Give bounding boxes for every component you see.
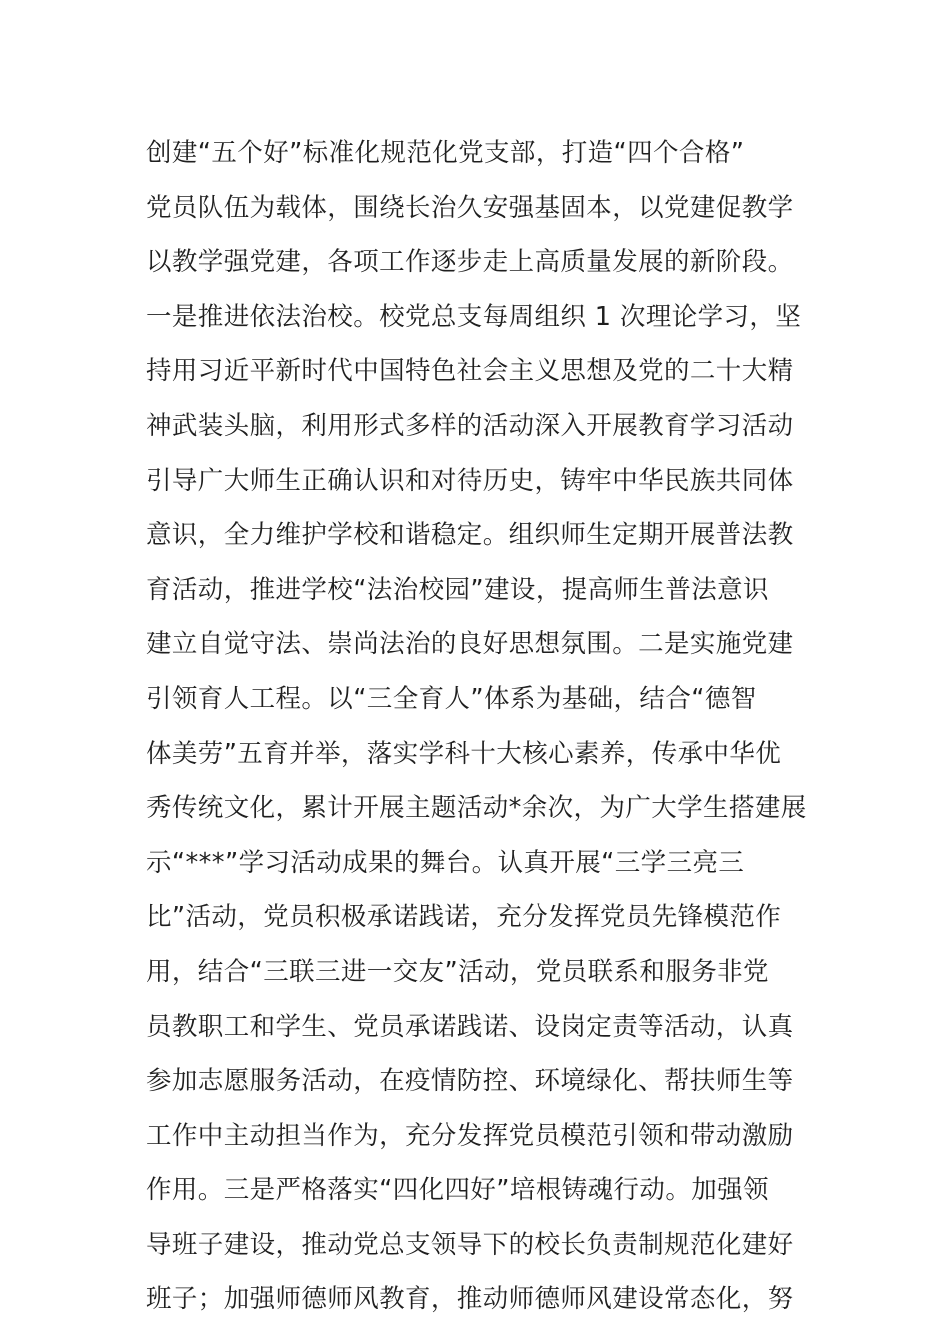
text-line: 党员队伍为载体，围绕长治久安强基固本，以党建促教学 — [146, 192, 794, 223]
text-line: 神武装头脑，利用形式多样的活动深入开展教育学习活动 — [146, 410, 794, 441]
body-text — [146, 126, 816, 1327]
text-line: 建立自觉守法、崇尚法治的良好思想氛围。二是实施党建 — [146, 629, 794, 660]
text-line: 班子；加强师德师风教育，推动师德师风建设常态化，努 — [146, 1284, 794, 1315]
text-line: 持用习近平新时代中国特色社会主义思想及党的二十大精 — [146, 356, 794, 387]
text-line: 意识，全力维护学校和谐稳定。组织师生定期开展普法教 — [146, 520, 794, 551]
text-line: 以教学强党建，各项工作逐步走上高质量发展的新阶段。 — [146, 247, 794, 278]
text-line: 工作中主动担当作为，充分发挥党员模范引领和带动激励 — [146, 1120, 794, 1151]
text-line: 创建“五个好”标准化规范化党支部，打造“四个合格” — [146, 138, 745, 168]
text-line: 比”活动，党员积极承诺践诺，充分发挥党员先锋模范作 — [146, 902, 782, 933]
text-line: 参加志愿服务活动，在疫情防控、环境绿化、帮扶师生等 — [146, 1066, 794, 1097]
text-line: 体美劳”五育并举，落实学科十大核心素养，传承中华优 — [146, 738, 782, 769]
text-line: 作用。三是严格落实“四化四好”培根铸魂行动。加强领 — [146, 1175, 769, 1206]
text-line: 引导广大师生正确认识和对待历史，铸牢中华民族共同体 — [146, 465, 794, 496]
text-line: 用，结合“三联三进一交友”活动，党员联系和服务非党 — [146, 956, 769, 987]
text-line: 育活动，推进学校“法治校园”建设，提高师生普法意识 — [146, 574, 769, 605]
text-line: 引领育人工程。以“三全育人”体系为基础，结合“德智 — [146, 683, 757, 714]
text-line: 员教职工和学生、党员承诺践诺、设岗定责等活动，认真 — [146, 1011, 794, 1042]
text-line: 秀传统文化，累计开展主题活动*余次，为广大学生搭建展 — [146, 793, 807, 824]
text-line: 示“***”学习活动成果的舞台。认真开展“三学三亮三 — [146, 847, 745, 878]
text-line: 导班子建设，推动党总支领导下的校长负责制规范化建好 — [146, 1229, 794, 1260]
text-line: 一是推进依法治校。校党总支每周组织 1 次理论学习，坚 — [146, 301, 802, 332]
